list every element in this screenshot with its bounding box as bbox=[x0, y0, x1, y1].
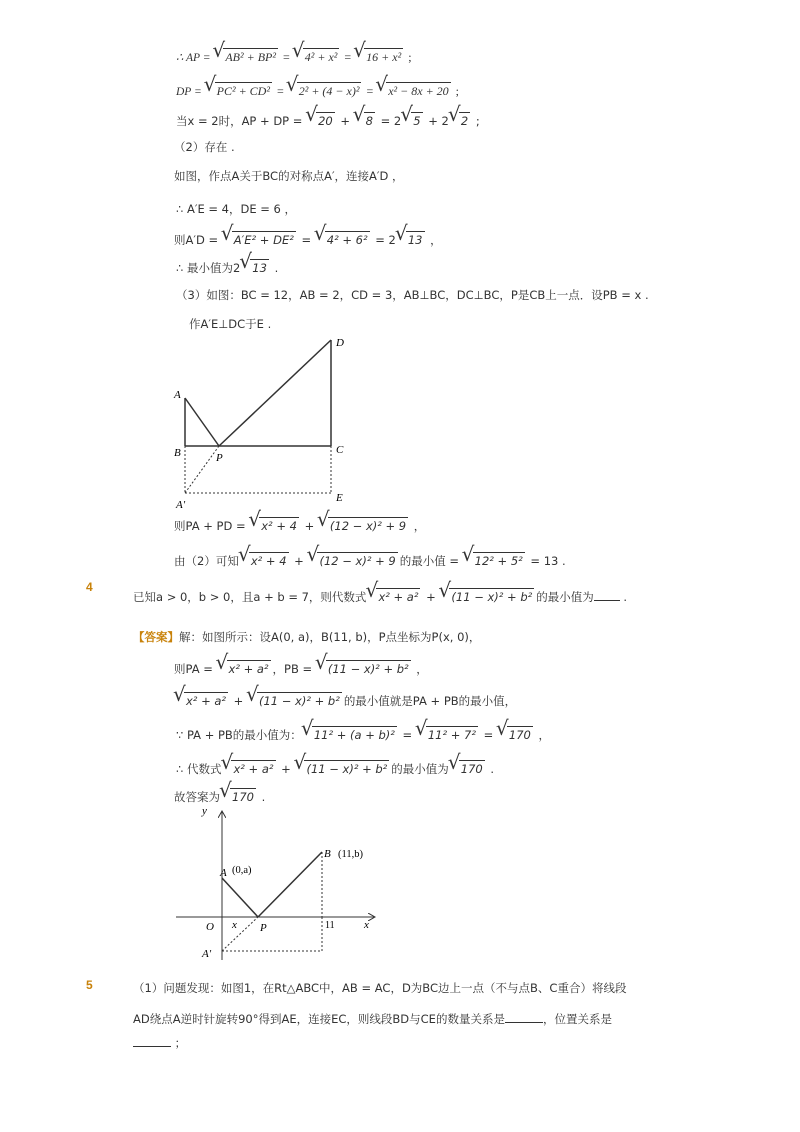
question-5-line-1: （1）问题发现：如图1，在Rt△ABC中，AB = AC，D为BC边上一点（不与点B、C重合）将线段 bbox=[133, 981, 627, 995]
label-x: x bbox=[232, 919, 237, 931]
segment-a-prime-p bbox=[222, 917, 258, 951]
label-b-coord: (11,b) bbox=[338, 849, 363, 860]
segment-a-prime-p bbox=[185, 446, 219, 493]
dp-equation: DP = √ PC² + CD² = √ 2² + (4 − x)² = √ x² − 8x + 20 ; bbox=[176, 82, 459, 100]
label-c: C bbox=[336, 444, 344, 456]
q4-answer-line-2: 则PA = √ x² + a² ，PB = √ (11 − x)² + b² ， bbox=[174, 660, 428, 677]
label-a-prime: A′ bbox=[202, 948, 212, 960]
question-4-number: 4 bbox=[86, 580, 93, 594]
q4-answer-line-3: √ x² + a² + √ (11 − x)² + b² 的最小值就是PA + PB的最小值， bbox=[174, 692, 516, 709]
q2-construct: 如图，作点A关于BC的对称点A′，连接A′D ， bbox=[174, 169, 404, 183]
question-5-line-3: ； bbox=[133, 1035, 186, 1051]
label-b: B bbox=[324, 848, 331, 860]
segment-ap bbox=[222, 878, 258, 917]
answer-blank-position bbox=[133, 1036, 171, 1047]
label-y: y bbox=[202, 805, 207, 817]
answer-blank-quantity bbox=[505, 1012, 543, 1023]
question-4-stem: 已知a > 0，b > 0，且a + b = 7，则代数式√ x² + a² + √ (11 − x)² + b² 的最小值为 . bbox=[133, 588, 627, 605]
q2-exists: （2）存在 . bbox=[174, 140, 235, 154]
segment-pb bbox=[258, 852, 322, 917]
segment-ap bbox=[185, 398, 219, 446]
question-5-line-2: AD绕点A逆时针旋转90°得到AE，连接EC，则线段BD与CE的数量关系是 ，位置关系是 bbox=[133, 1012, 612, 1026]
figure-2-coordinate bbox=[170, 800, 385, 968]
q4-answer-line-4: ∵ PA + PB的最小值为：√ 11² + (a + b)² = √ 11² + 7² = √ 170 ， bbox=[176, 726, 550, 743]
label-a: A bbox=[174, 389, 181, 401]
label-e: E bbox=[336, 492, 343, 504]
answer-label: 【答案】 bbox=[133, 630, 179, 644]
q2-min: ∴ 最小值为2√ 13 . bbox=[176, 259, 278, 276]
q3-statement: （3）如图：BC = 12，AB = 2，CD = 3，AB⊥BC，DC⊥BC，P是CB上一点．设PB = x . bbox=[176, 288, 649, 302]
q4-answer-line-6: 故答案为√ 170 . bbox=[174, 788, 265, 805]
q2-ad-equation: 则A′D = √ A′E² + DE² = √ 4² + 6² = 2√ 13 ， bbox=[174, 231, 442, 248]
answer-blank bbox=[594, 590, 620, 601]
segment-pd bbox=[219, 340, 331, 446]
q3-perpendicular: 作A′E⊥DC于E . bbox=[189, 317, 272, 331]
pa-pd-equation: 则PA + PD = √ x² + 4 + √ (12 − x)² + 9 ， bbox=[174, 517, 425, 534]
q4-answer-line-1: 【答案】解：如图所示：设A(0, a)，B(11, b)，P点坐标为P(x, 0)， bbox=[133, 630, 481, 644]
label-p: P bbox=[260, 922, 267, 934]
label-x-axis: x bbox=[364, 919, 369, 931]
label-a: A bbox=[220, 867, 227, 879]
q4-answer-line-5: ∴ 代数式√ x² + a² + √ (11 − x)² + b² 的最小值为√ 170 . bbox=[176, 760, 494, 777]
label-a-coord: (0,a) bbox=[232, 865, 252, 876]
label-d: D bbox=[336, 337, 344, 349]
ap-equation: ∴ AP = √ AB² + BP² = √ 4² + x² = √ 16 + x² ; bbox=[176, 48, 412, 66]
label-o: O bbox=[206, 921, 214, 933]
label-eleven: 11 bbox=[325, 920, 335, 931]
q2-lengths: ∴ A′E = 4，DE = 6 ， bbox=[176, 202, 297, 216]
label-a-prime: A′ bbox=[176, 499, 186, 510]
figure-1-geometry bbox=[166, 330, 366, 510]
label-b: B bbox=[174, 447, 181, 459]
question-5-number: 5 bbox=[86, 978, 93, 992]
q3-conclusion: 由（2）可知√ x² + 4 + √ (12 − x)² + 9 的最小值 = √ 12² + 5² = 13 . bbox=[174, 552, 566, 569]
label-p: P bbox=[216, 452, 223, 464]
x2-equation: 当x = 2时，AP + DP = √ 20 + √ 8 = 2√ 5 + 2√ 2 ; bbox=[176, 112, 480, 129]
